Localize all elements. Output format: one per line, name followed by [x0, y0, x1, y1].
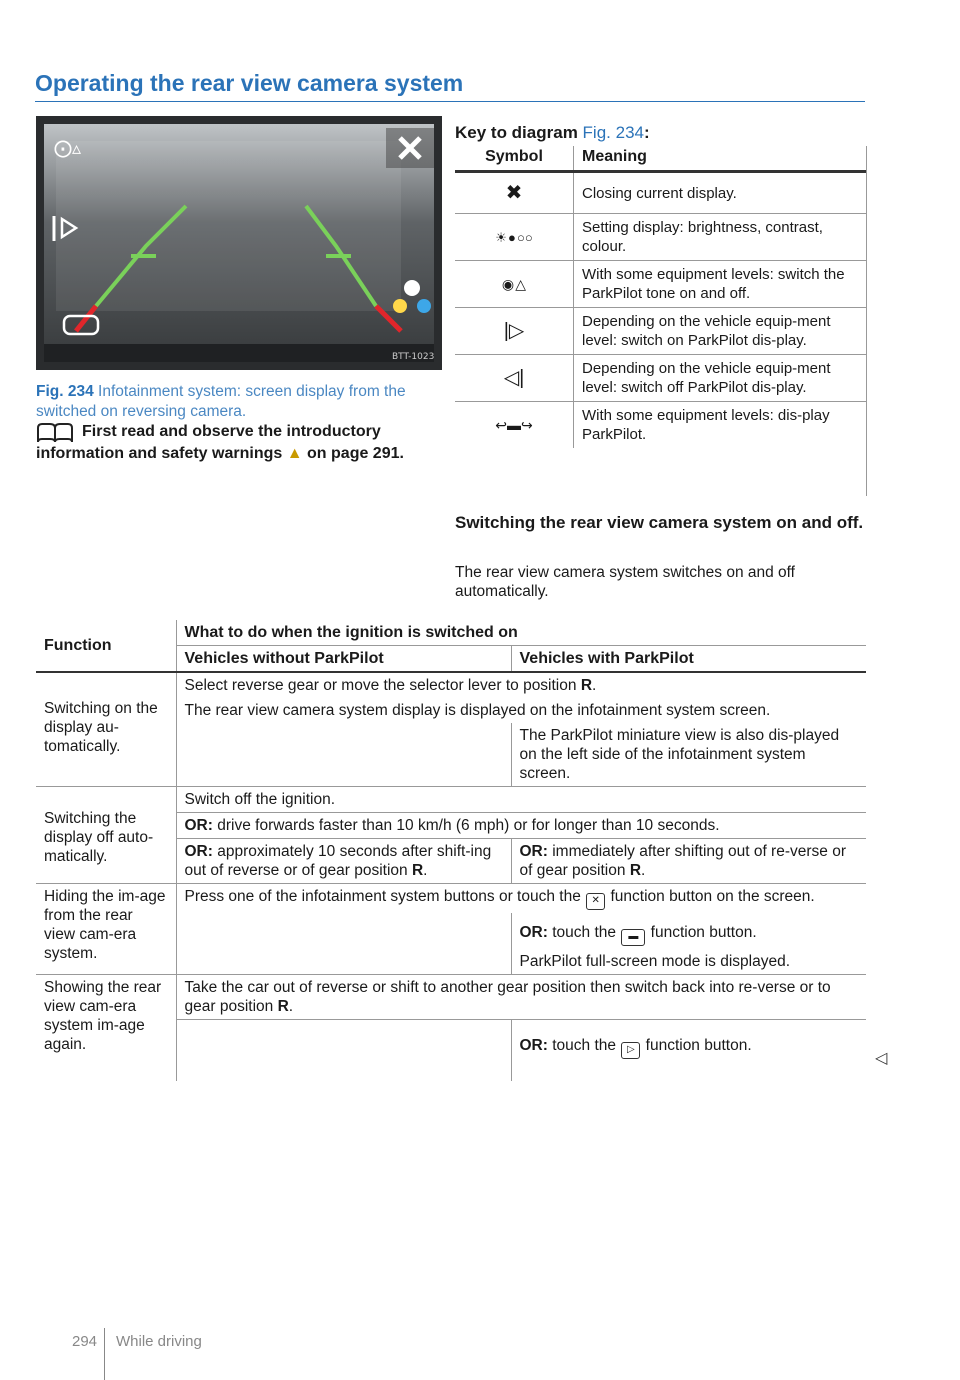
- g2-row-2: OR: drive forwards faster than 10 km/h (6 mph) or for longer than 10 seconds.: [176, 813, 866, 839]
- section-end-icon: ◁: [875, 1050, 888, 1067]
- image-code: BTT-1023: [392, 352, 435, 362]
- g4-row-1: Take the car out of reverse or shift to another gear position then switch back into re-verse or to gear position R.: [176, 975, 866, 1020]
- caption-label: Fig. 234: [36, 383, 94, 400]
- g4-row-2-without: [176, 1020, 511, 1082]
- key-row: [455, 402, 867, 449]
- parkpilot-on-icon: |▷: [503, 319, 525, 342]
- svg-text:⨀▵: ⨀▵: [54, 138, 82, 159]
- g2-row-3-with: OR: immediately after shifting out of re-verse or of gear position R.: [511, 839, 866, 884]
- parkpilot-display-icon: ↩▬↪: [495, 417, 533, 433]
- g3-row-1: Press one of the infotainment system buttons or touch the ✕ function button on the screen.: [176, 884, 866, 914]
- g3-row-3-with: ParkPilot full-screen mode is displayed.: [511, 949, 866, 975]
- intro-on: on: [307, 445, 327, 462]
- footer-section: While driving: [116, 1333, 202, 1350]
- g4-row-2-with: OR: touch the ▷ function button.: [511, 1020, 866, 1082]
- screen-tone-icon: [54, 138, 81, 159]
- key-meaning: Depending on the vehicle equip-ment level: switch on ParkPilot dis-play.: [574, 308, 868, 355]
- close-button-icon: ✕: [586, 893, 605, 910]
- page-number: 294: [72, 1333, 98, 1350]
- screen-close-icon: [386, 128, 434, 168]
- book-icon: [36, 422, 74, 444]
- intro-text: First read and observe the introductory information and safety warnings: [36, 423, 381, 462]
- parkpilot-off-icon: ◁|: [503, 366, 525, 389]
- key-meaning: With some equipment levels: switch the ParkPilot tone on and off.: [574, 261, 868, 308]
- g1-row-3-with: The ParkPilot miniature view is also dis-played on the left side of the infotainment system screen.: [511, 723, 866, 787]
- section-body: The rear view camera system switches on and off automatically.: [455, 564, 795, 600]
- function-show-image: Showing the rear view cam-era system im-age again.: [36, 975, 176, 1082]
- screen-bottom-strip: [44, 344, 434, 362]
- key-meaning: Closing current display.: [582, 184, 737, 202]
- key-col-meaning: Meaning: [574, 146, 868, 172]
- col-without: Vehicles without ParkPilot: [176, 646, 511, 673]
- key-table: [455, 146, 867, 448]
- key-fig-ref: Fig. 234: [582, 123, 644, 142]
- footer-divider: [104, 1328, 105, 1380]
- section-heading: Switching the rear view camera system on and off.: [455, 513, 864, 532]
- g3-row-2-without: [176, 913, 511, 949]
- figure-caption: [36, 382, 446, 422]
- function-table: [36, 620, 866, 1081]
- caption-text: Infotainment system: screen display from the switched on reversing camera.: [36, 383, 406, 420]
- parkpilot-display-button-icon: ▬: [621, 929, 645, 946]
- intro-page-ref: page 291.: [331, 445, 404, 462]
- page-title: Operating the rear view camera system: [35, 70, 464, 96]
- warning-triangle-icon: ▲: [286, 445, 303, 462]
- function-hide-image: Hiding the im-age from the rear view cam-era system.: [36, 884, 176, 975]
- key-row: [455, 308, 867, 355]
- key-row: [455, 261, 867, 308]
- parkpilot-tone-icon: ◉ △: [501, 276, 527, 292]
- key-row: [455, 214, 867, 261]
- g3-row-2-with: OR: touch the ▬ function button.: [511, 913, 866, 949]
- function-switch-on: Switching on the display au-tomatically.: [36, 672, 176, 787]
- key-title: Key to diagram Fig. 234:: [455, 123, 650, 142]
- intro-note: [36, 422, 446, 464]
- key-meaning: Setting display: brightness, contrast, colour.: [574, 214, 868, 261]
- key-meaning: Depending on the vehicle equip-ment level: switch off ParkPilot dis-play.: [574, 355, 868, 402]
- col-what: What to do when the ignition is switched on: [176, 620, 866, 646]
- g1-row-1: Select reverse gear or move the selector lever to position R.: [176, 672, 866, 698]
- close-icon: ✖: [505, 181, 523, 204]
- key-col-symbol: Symbol: [455, 146, 574, 172]
- camera-button-icon: ▷: [621, 1042, 640, 1059]
- title-rule: [35, 101, 865, 102]
- display-settings-icon: ☀ ● ○○: [495, 230, 533, 245]
- col-function: Function: [44, 637, 112, 654]
- g2-row-1: Switch off the ignition.: [176, 787, 866, 813]
- g1-row-3-without: [176, 723, 511, 787]
- key-table-right-border: [866, 146, 867, 496]
- camera-screen-figure: [36, 116, 442, 370]
- function-switch-off: Switching the display off auto-matically.: [36, 787, 176, 884]
- key-meaning: With some equipment levels: dis-play ParkPilot.: [574, 402, 868, 449]
- key-row: [455, 172, 867, 214]
- g3-row-3-without: [176, 949, 511, 975]
- g2-row-3-without: OR: approximately 10 seconds after shift-ing out of reverse or of gear position R.: [176, 839, 511, 884]
- g1-row-2: The rear view camera system display is displayed on the infotainment system screen.: [176, 698, 866, 723]
- col-with: Vehicles with ParkPilot: [511, 646, 866, 673]
- key-row: [455, 355, 867, 402]
